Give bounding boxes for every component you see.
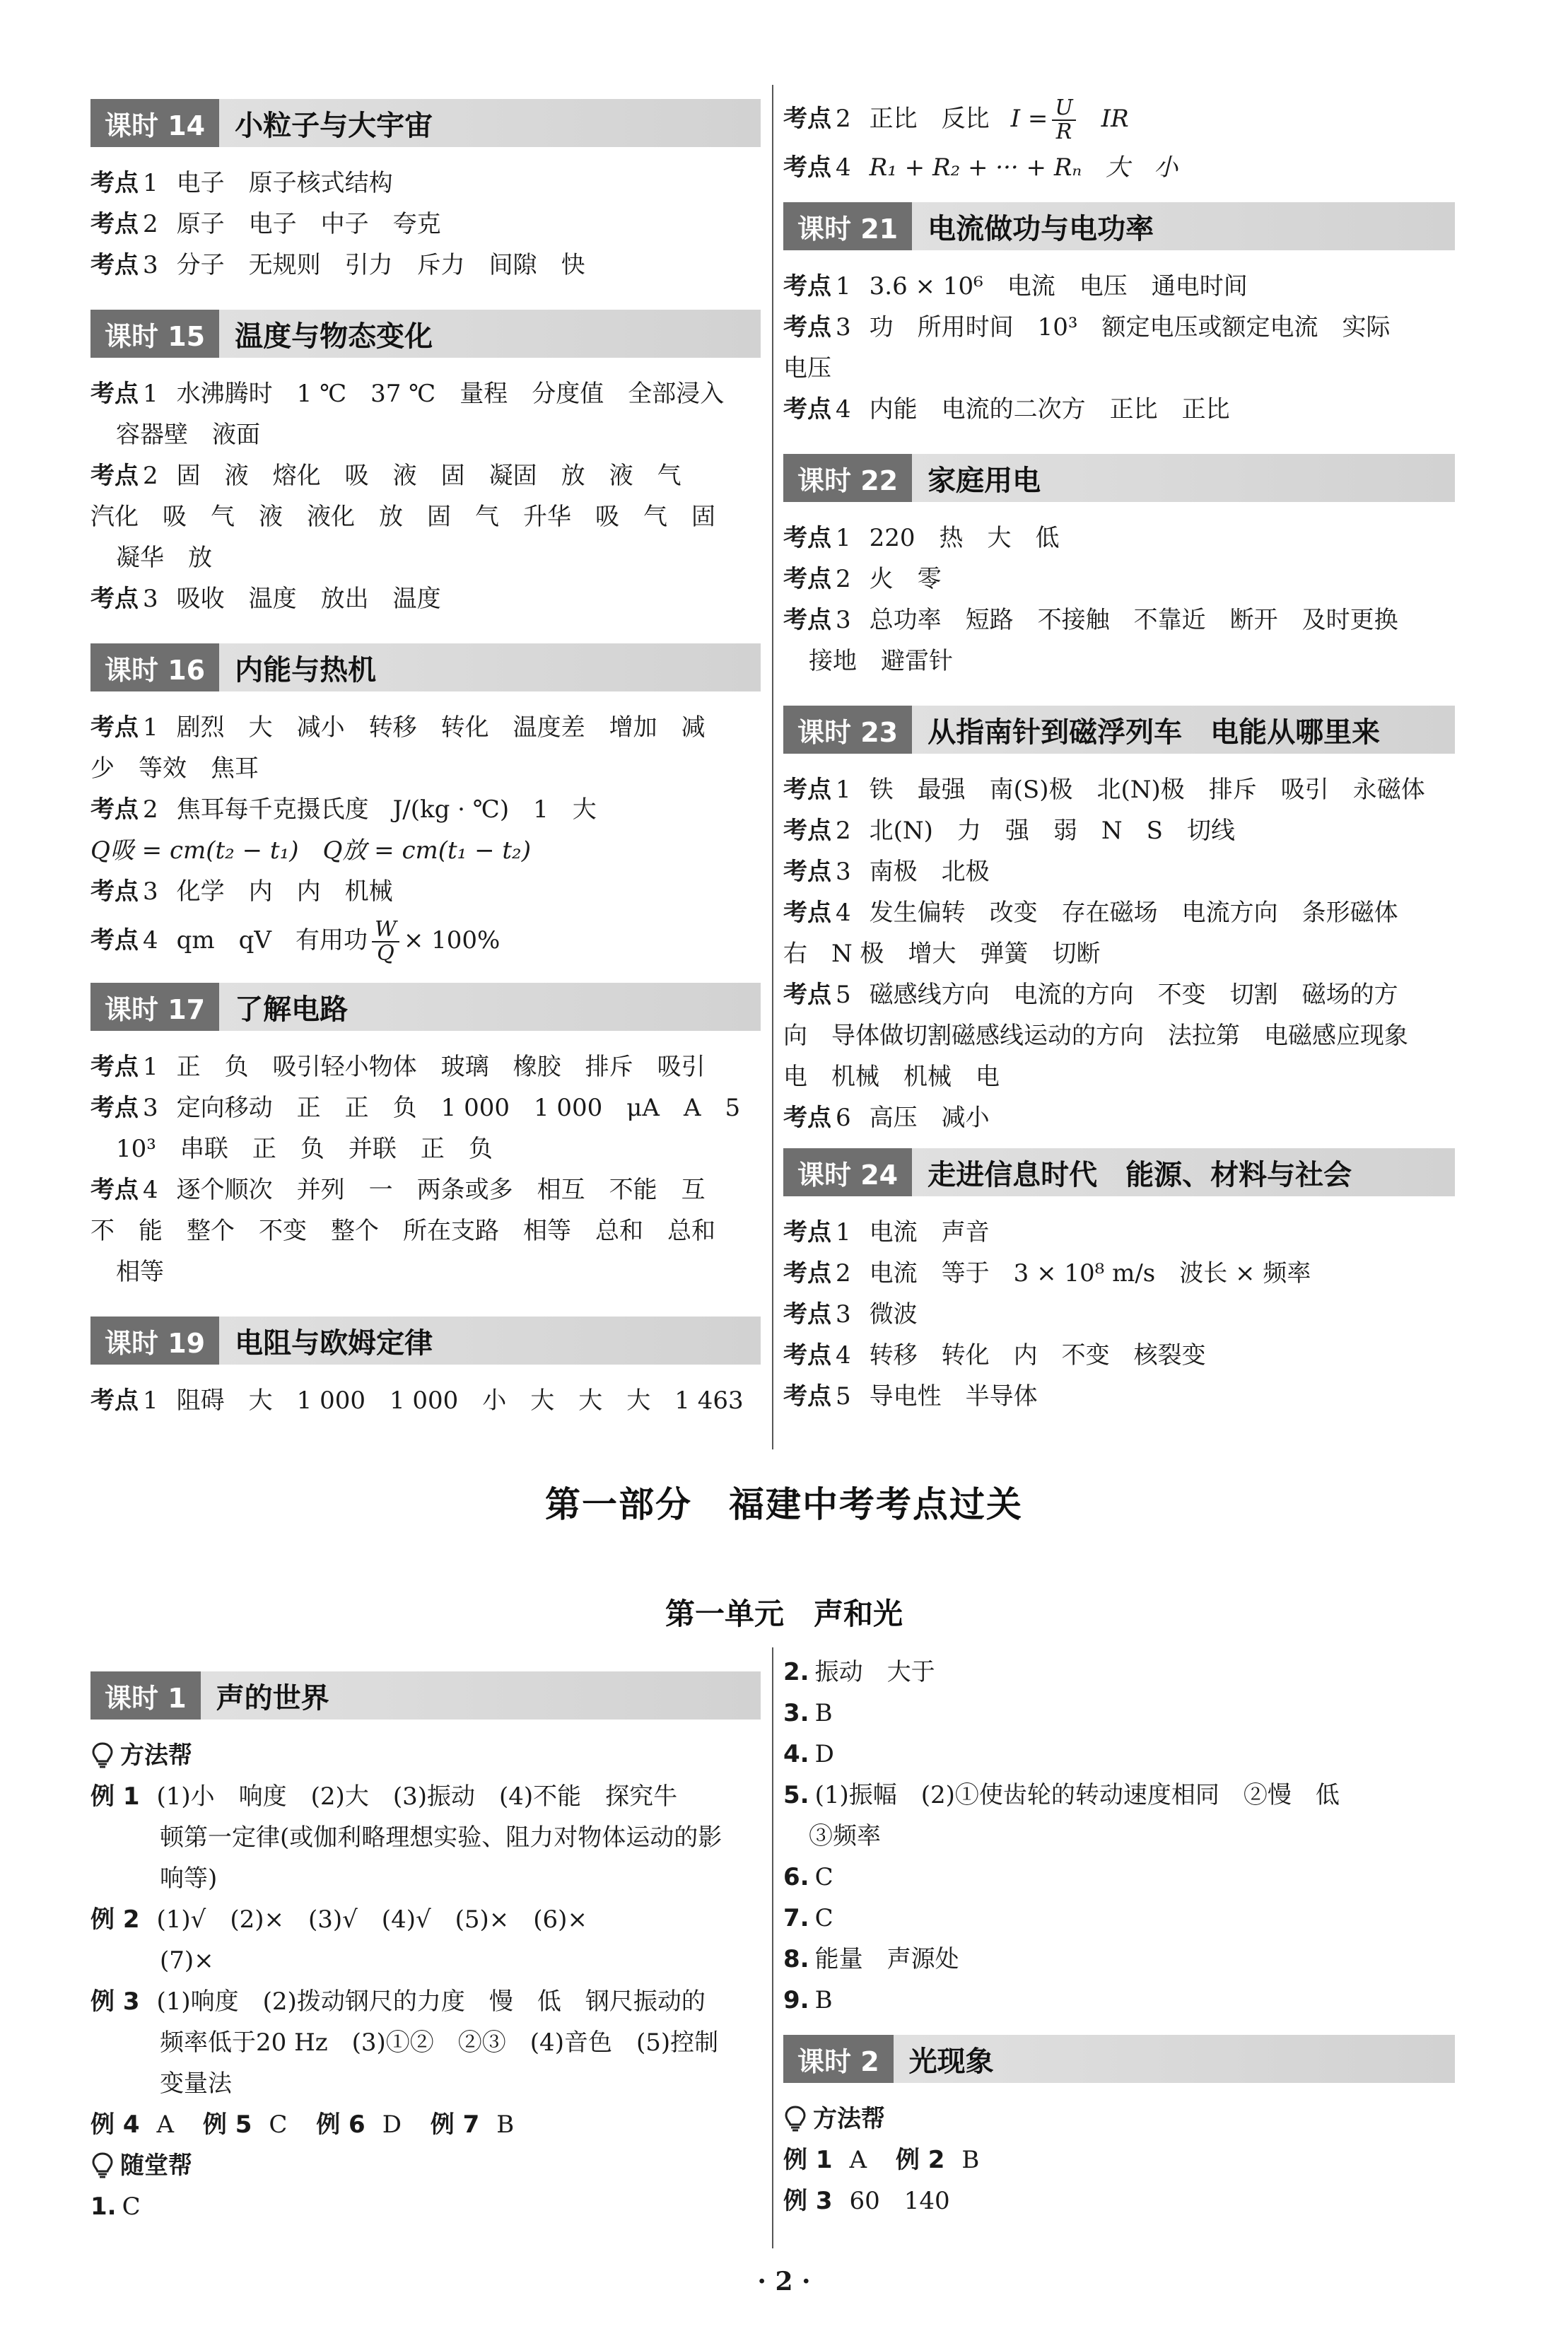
example-line-cont: 响等) [160, 1864, 218, 1893]
answer-line-cont: 右 N 极 增大 弹簧 切断 [783, 940, 1101, 968]
method-help-heading: 方法帮 [783, 2098, 1455, 2139]
answer-line: 考点 4 转移 转化 内 不变 核裂变 [783, 1341, 1206, 1370]
answer-line: 考点 1 剧烈 大 减小 转移 转化 温度差 增加 减 [90, 713, 706, 742]
example-line-cont: 频率低于20 Hz (3)①② ②③ (4)音色 (5)控制 [160, 2028, 719, 2057]
answer-line: 考点 1 水沸腾时 1 ℃ 37 ℃ 量程 分度值 全部浸入 [90, 380, 725, 408]
answer-line-cont: 接地 避雷针 [809, 647, 953, 675]
lesson-badge: 课时 19 [90, 1317, 219, 1365]
lightbulb-icon [90, 2152, 115, 2180]
lesson-title: 走进信息时代 能源、材料与社会 [928, 1158, 1352, 1191]
answer-line: 考点 5 磁感线方向 电流的方向 不变 切割 磁场的方 [783, 981, 1398, 1009]
answer-line: 考点 3 总功率 短路 不接触 不靠近 断开 及时更换 [783, 606, 1398, 634]
answer-line: 考点 4 发生偏转 改变 存在磁场 电流方向 条形磁体 [783, 899, 1398, 927]
lesson-title: 了解电路 [235, 993, 349, 1026]
column-divider-top [772, 85, 773, 1449]
question-line: 5. (1)振幅 (2)①使齿轮的转动速度相同 ②慢 低 [783, 1781, 1340, 1809]
answer-line: 考点 3 定向移动 正 正 负 1 000 1 000 μA A 5 [90, 1094, 741, 1122]
example-line-cont: 顿第一定律(或伽利略理想实验、阻力对物体运动的影 [160, 1823, 722, 1852]
lesson-badge: 课时 17 [90, 983, 219, 1031]
question-line: 1. C [90, 2193, 141, 2221]
example-line: 例 3 (1)响度 (2)拨动钢尺的力度 慢 低 钢尺振动的 [90, 1987, 706, 2016]
follow-help-heading: 随堂帮 [90, 2145, 761, 2186]
answer-line: 考点 3 分子 无规则 引力 斥力 间隙 快 [90, 251, 585, 279]
answer-line: 考点 2 固 液 熔化 吸 液 固 凝固 放 液 气 [90, 462, 681, 490]
answer-line-cont: 凝华 放 [116, 544, 212, 572]
answer-line: 考点 2 火 零 [783, 565, 942, 593]
answer-line: 考点 3 功 所用时间 10³ 额定电压或额定电流 实际 [783, 313, 1391, 341]
right-column-bottom [783, 1652, 1455, 2222]
answer-line-cont: 电 机械 机械 电 [783, 1063, 1000, 1091]
lesson-title: 声的世界 [216, 1681, 329, 1715]
section-header-lesson-16 [90, 643, 761, 691]
section-header-lesson-21 [783, 202, 1455, 250]
answer-line: 考点 2 原子 电子 中子 夸克 [90, 210, 441, 238]
section-header-lesson-15 [90, 310, 761, 358]
question-line: 6. C [783, 1863, 833, 1891]
example-line-cont: (7)× [160, 1946, 214, 1975]
lesson-badge: 课时 14 [90, 99, 219, 147]
section-header-lesson-19 [90, 1317, 761, 1365]
lesson-title: 小粒子与大宇宙 [235, 109, 433, 142]
section-header-lesson-23 [783, 706, 1455, 754]
column-divider-bottom [772, 1647, 773, 2248]
lesson-title: 内能与热机 [235, 653, 377, 687]
question-line: 8. 能量 声源处 [783, 1945, 959, 1973]
answer-line-cont: 电压 [783, 354, 831, 383]
question-line: 4. D [783, 1740, 834, 1768]
answer-line-cont: 向 导体做切割磁感线运动的方向 法拉第 电磁感应现象 [783, 1022, 1408, 1050]
answer-line: 考点 5 导电性 半导体 [783, 1382, 1038, 1411]
lesson-title: 温度与物态变化 [235, 320, 433, 353]
lightbulb-icon [90, 1741, 115, 1770]
lesson-title: 光现象 [908, 2045, 994, 2078]
section-header-lesson-1 [90, 1671, 761, 1720]
page-number: · 2 · [757, 2267, 811, 2296]
section-header-lesson-24 [783, 1148, 1455, 1196]
section-header-lesson-17 [90, 983, 761, 1031]
answer-line: 考点 2 正比 反比 I = $\frac{U}{R}$ IR [783, 95, 1129, 144]
answer-line: 考点 2 电流 等于 3 × 10⁸ m/s 波长 × 频率 [783, 1259, 1311, 1288]
left-column-bottom [90, 1671, 761, 2227]
method-help-heading: 方法帮 [90, 1735, 761, 1776]
section-header-lesson-22 [783, 454, 1455, 502]
answer-line-cont: 相等 [116, 1258, 164, 1286]
unit-title: 第一单元 声和光 [665, 1596, 903, 1631]
section-header-lesson-2 [783, 2035, 1455, 2083]
question-line: 9. B [783, 1986, 833, 2014]
answer-line: 考点 3 南极 北极 [783, 858, 990, 886]
section-header-lesson-14 [90, 99, 761, 147]
answer-line: 考点 1 正 负 吸引轻小物体 玻璃 橡胶 排斥 吸引 [90, 1053, 706, 1081]
answer-line: 考点 1 电流 声音 [783, 1218, 990, 1247]
left-column-top [90, 99, 761, 1421]
answer-line: 考点 4 内能 电流的二次方 正比 正比 [783, 395, 1230, 424]
lesson-badge: 课时 15 [90, 310, 219, 358]
lesson-badge: 课时 2 [783, 2035, 894, 2083]
example-line-cont: 变量法 [160, 2069, 232, 2098]
example-line: 例 2 (1)√ (2)× (3)√ (4)√ (5)× (6)× [90, 1905, 587, 1934]
lesson-title: 家庭用电 [928, 464, 1041, 497]
answer-line: 考点 1 电子 原子核式结构 [90, 169, 393, 197]
question-line: 7. C [783, 1904, 833, 1932]
lesson-badge: 课时 21 [783, 202, 912, 250]
answer-line: 考点 1 3.6 × 10⁶ 电流 电压 通电时间 [783, 272, 1248, 300]
example-line: 例 1 (1)小 响度 (2)大 (3)振动 (4)不能 探究牛 [90, 1782, 678, 1811]
answer-line: 考点 6 高压 减小 [783, 1104, 990, 1132]
answer-line: 考点 4 qm qV 有用功 $\frac{W}{Q}$ × 100% [90, 917, 501, 966]
answer-line: 考点 1 220 热 大 低 [783, 524, 1060, 552]
formula-line: Q吸 = cm(t₂ − t₁) Q放 = cm(t₁ − t₂) [90, 836, 531, 865]
answer-line: 考点 2 焦耳每千克摄氏度 J/(kg · ℃) 1 大 [90, 795, 597, 824]
lesson-badge: 课时 16 [90, 643, 219, 691]
lightbulb-icon [783, 2105, 807, 2133]
example-line: 例 3 60 140 [783, 2187, 950, 2215]
answer-line: 考点 1 铁 最强 南(S)极 北(N)极 排斥 吸引 永磁体 [783, 776, 1425, 804]
answer-line-cont: 不 能 整个 不变 整个 所在支路 相等 总和 总和 [90, 1217, 715, 1245]
answer-line: 考点 1 阻碍 大 1 000 1 000 小 大 大 大 1 463 [90, 1386, 744, 1415]
question-line-cont: ③频率 [809, 1822, 881, 1850]
answer-line: 考点 2 北(N) 力 强 弱 N S 切线 [783, 817, 1235, 845]
answer-line-cont: 容器壁 液面 [116, 421, 260, 449]
lesson-title: 电阻与欧姆定律 [235, 1326, 433, 1360]
example-line-multi: 例 4 A 例 5 C 例 6 D 例 7 B [90, 2111, 515, 2139]
question-line: 3. B [783, 1699, 833, 1727]
answer-line-cont: 汽化 吸 气 液 液化 放 固 气 升华 吸 气 固 [90, 503, 715, 531]
answer-line: 考点 3 化学 内 内 机械 [90, 877, 393, 906]
lesson-badge: 课时 22 [783, 454, 912, 502]
lesson-badge: 课时 1 [90, 1671, 201, 1720]
answer-line: 考点 4 R₁ + R₂ + ··· + Rₙ 大 小 [783, 153, 1178, 182]
answer-line-cont: 10³ 串联 正 负 并联 正 负 [116, 1135, 493, 1163]
answer-line-cont: 少 等效 焦耳 [90, 754, 259, 783]
fraction-w-over-q: $\frac{W}{Q}$ [372, 918, 399, 965]
lesson-badge: 课时 24 [783, 1148, 912, 1196]
lesson-title: 电流做功与电功率 [928, 212, 1154, 245]
lesson-badge: 课时 23 [783, 706, 912, 754]
answer-line: 考点 3 微波 [783, 1300, 918, 1329]
answer-line: 考点 3 吸收 温度 放出 温度 [90, 585, 441, 613]
right-column-top [783, 91, 1455, 1417]
lesson-title: 从指南针到磁浮列车 电能从哪里来 [928, 716, 1381, 749]
question-line: 2. 振动 大于 [783, 1658, 935, 1686]
answer-line: 考点 4 逐个顺次 并列 一 两条或多 相互 不能 互 [90, 1176, 706, 1204]
fraction-u-over-r: $\frac{U}{R}$ [1052, 97, 1075, 144]
example-line-multi: 例 1 A 例 2 B [783, 2146, 980, 2174]
part-title: 第一部分 福建中考考点过关 [545, 1484, 1023, 1525]
